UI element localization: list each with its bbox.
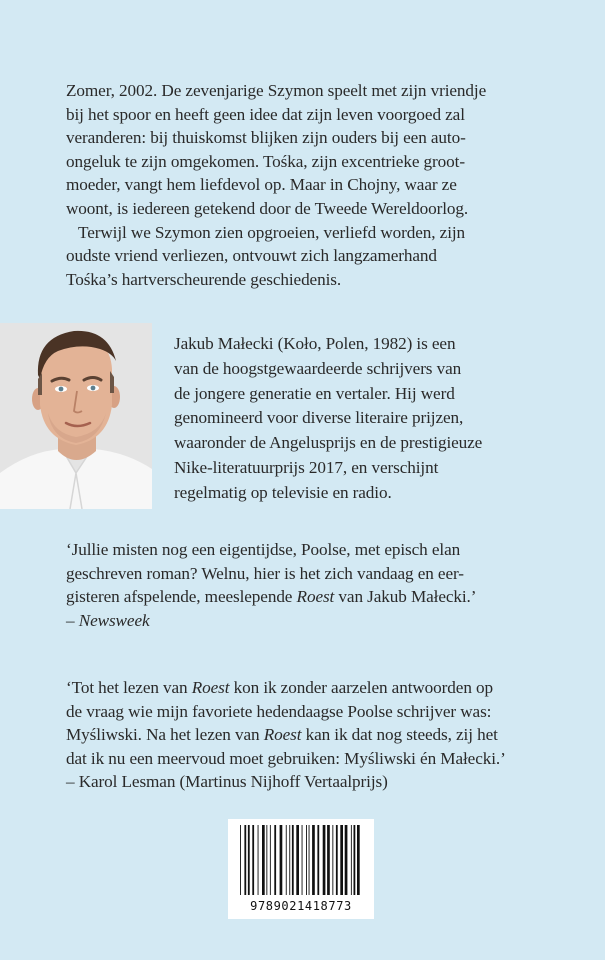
- quote-attribution: – Karol Lesman (Martinus Nijhoff Vertaalprijs): [66, 772, 388, 792]
- book-title: Roest: [263, 725, 302, 745]
- synopsis: [66, 79, 566, 291]
- text-line: de jongere generatie en vertaler. Hij werd: [174, 383, 455, 403]
- text-line: [66, 676, 586, 700]
- text-line: ‘Jullie misten nog een eigentijdse, Poolse, met episch elan: [66, 540, 461, 559]
- barcode-bar: [252, 825, 254, 895]
- barcode-bar: [306, 825, 307, 895]
- text-line: Nike-literatuurprijs 2017, en verschijnt: [174, 457, 439, 477]
- text-line: bij het spoor en heeft geen idee dat zijn leven voorgoed zal: [66, 104, 465, 124]
- isbn-barcode: [228, 819, 374, 919]
- barcode-bar: [262, 825, 265, 895]
- barcode-bars: [238, 825, 364, 897]
- book-title: Roest: [191, 678, 230, 697]
- barcode-bar: [327, 825, 330, 895]
- barcode-bar: [317, 825, 319, 895]
- barcode-bar: [332, 825, 333, 895]
- text-line: Zomer, 2002. De zevenjarige Szymon speelt met zijn vriendje: [66, 81, 487, 100]
- barcode-bar: [266, 825, 267, 895]
- barcode-bar: [302, 825, 303, 895]
- barcode-bar: [289, 825, 290, 895]
- review-quote-lesman: [66, 676, 586, 794]
- barcode-bar: [340, 825, 343, 895]
- text-line: waaronder de Angelusprijs en de prestigieuze: [174, 433, 483, 453]
- barcode-bar: [336, 825, 338, 895]
- text-line: Tośka’s hartverscheurende geschiedenis.: [66, 269, 342, 289]
- text-line: dat ik nu een meervoud moet gebruiken: Myśliwski én Małecki.’: [66, 748, 506, 768]
- synopsis-paragraph-1: [66, 79, 566, 221]
- text-segment: ‘Tot het lezen van: [66, 678, 192, 697]
- barcode-bar: [323, 825, 326, 895]
- barcode-bar: [240, 825, 241, 895]
- barcode-bar: [248, 825, 250, 895]
- text-line: ongeluk te zijn omgekomen. Tośka, zijn excentrieke groot-: [66, 151, 465, 171]
- text-segment: kan ik dat nog steeds, zij het: [301, 725, 498, 745]
- barcode-bar: [296, 825, 299, 895]
- text-line: moeder, vangt hem liefdevol op. Maar in Chojny, waar ze: [66, 175, 457, 195]
- barcode-bar: [244, 825, 246, 895]
- barcode-bar: [354, 825, 356, 895]
- barcode-bar: [351, 825, 352, 895]
- barcode-bar: [258, 825, 259, 895]
- text-line: oudste vriend verliezen, ontvouwt zich langzamerhand: [66, 246, 437, 266]
- text-line: veranderen: bij thuiskomst blijken zijn ouders bij een auto-: [66, 128, 466, 148]
- text-line: Jakub Małecki (Koło, Polen, 1982) is een: [174, 334, 456, 353]
- author-portrait-image: [0, 323, 152, 509]
- barcode-bar: [309, 825, 310, 895]
- text-line: Terwijl we Szymon zien opgroeien, verliefd worden, zijn: [78, 222, 466, 242]
- barcode-bar: [286, 825, 287, 895]
- text-line: [66, 723, 586, 747]
- barcode-bar: [312, 825, 315, 895]
- author-biography: [174, 332, 574, 506]
- text-line: van de hoogstgewaardeerde schrijvers van: [174, 358, 462, 378]
- text-line: de vraag wie mijn favoriete hedendaagse Poolse schrijver was:: [66, 701, 492, 721]
- isbn-number: 9789021418773: [250, 899, 352, 913]
- text-segment: kon ik zonder aarzelen antwoorden op: [229, 678, 493, 697]
- barcode-bar: [357, 825, 360, 895]
- quote-attribution: [66, 609, 576, 633]
- barcode-bar: [274, 825, 276, 895]
- text-segment: gisteren afspelende, meeslepende: [66, 587, 297, 607]
- author-photo: [0, 323, 152, 509]
- text-segment: van Jakub Małecki.’: [334, 587, 477, 607]
- attribution-dash: –: [66, 610, 79, 630]
- barcode-bar: [345, 825, 348, 895]
- text-line: geschreven roman? Welnu, hier is het zich vandaag en eer-: [66, 563, 464, 583]
- text-line: genomineerd voor diverse literaire prijzen,: [174, 408, 464, 428]
- book-title: Roest: [296, 587, 335, 607]
- review-quote-newsweek: [66, 538, 576, 632]
- text-line: regelmatig op televisie en radio.: [174, 482, 392, 502]
- text-line: woont, is iedereen getekend door de Tweede Wereldoorlog.: [66, 198, 469, 218]
- barcode-bar: [292, 825, 294, 895]
- text-line: [66, 585, 576, 609]
- barcode-bar: [270, 825, 271, 895]
- barcode-bar: [280, 825, 283, 895]
- text-segment: Myśliwski. Na het lezen van: [66, 725, 264, 745]
- synopsis-paragraph-2: [66, 221, 566, 292]
- attribution-source: Newsweek: [78, 610, 150, 630]
